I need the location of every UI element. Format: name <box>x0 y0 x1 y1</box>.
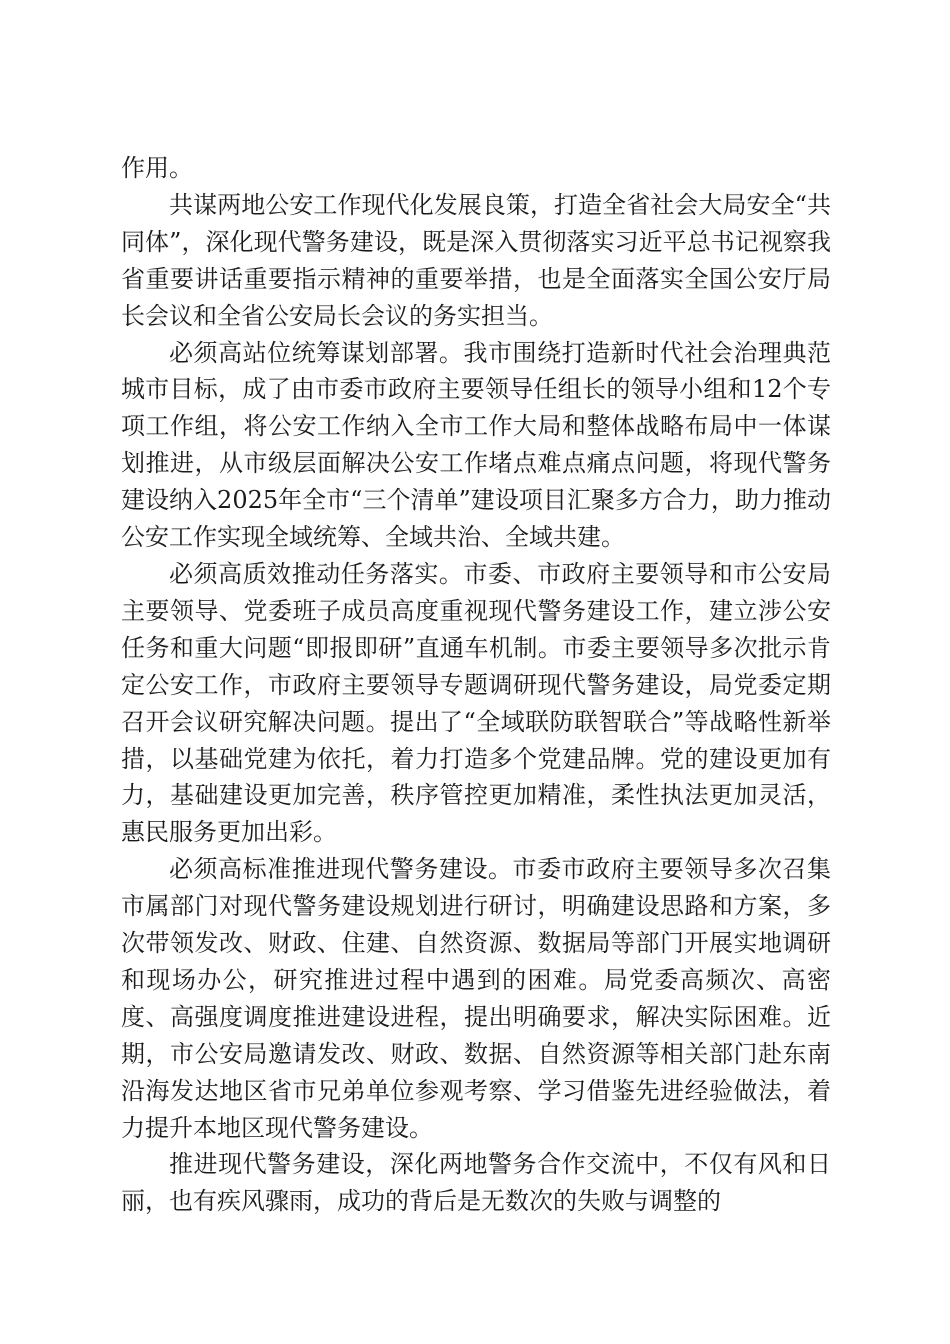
paragraph-continuation: 作用。 <box>121 154 193 182</box>
paragraph-intro: 共谋两地公安工作现代化发展良策，打造全省社会大局安全“共同体”，深化现代警务建设，既是深入贯彻落实习近平总书记视察我省重要讲话重要指示精神的重要举措，也是全面落实全国公安厅局长会议和全省公安局长会议的务实担当。 <box>121 190 831 330</box>
paragraph-closing: 推进现代警务建设，深化两地警务合作交流中，不仅有风和日丽，也有疾风骤雨，成功的背后是无数次的失败与调整的 <box>121 1150 831 1216</box>
paragraph-standards: 必须高标准推进现代警务建设。市委市政府主要领导多次召集市属部门对现代警务建设规划进行研讨，明确建设思路和方案，多次带领发改、财政、住建、自然资源、数据局等部门开展实地调研和现场办公，研究推进过程中遇到的困难。局党委高频次、高密度、高强度调度推进建设进程，提出明确要求，解决实际困难。近期，市公安局邀请发改、财政、数据、自然资源等相关部门赴东南沿海发达地区省市兄弟单位参观考察、学习借鉴先进经验做法，着力提升本地区现代警务建设。 <box>121 855 831 1142</box>
document-body <box>121 150 831 1220</box>
paragraph-planning: 必须高站位统筹谋划部署。我市围绕打造新时代社会治理典范城市目标，成了由市委市政府主要领导任组长的领导小组和12个专项工作组，将公安工作纳入全市工作大局和整体战略布局中一体谋划推进，从市级层面解决公安工作堵点难点痛点问题，将现代警务建设纳入2025年全市“三个清单”建设项目汇聚多方合力，助力推动公安工作实现全域统筹、全域共治、全域共建。 <box>121 338 831 552</box>
paragraph-implementation: 必须高质效推动任务落实。市委、市政府主要领导和市公安局主要领导、党委班子成员高度重视现代警务建设工作，建立涉公安任务和重大问题“即报即研”直通车机制。市委主要领导多次批示肯定公安工作，市政府主要领导专题调研现代警务建设，局党委定期召开会议研究解决问题。提出了“全域联防联智联合”等战略性新举措，以基础党建为依托，着力打造多个党建品牌。党的建设更加有力，基础建设更加完善，秩序管控更加精准，柔性执法更加灵活，惠民服务更加出彩。 <box>121 559 831 847</box>
